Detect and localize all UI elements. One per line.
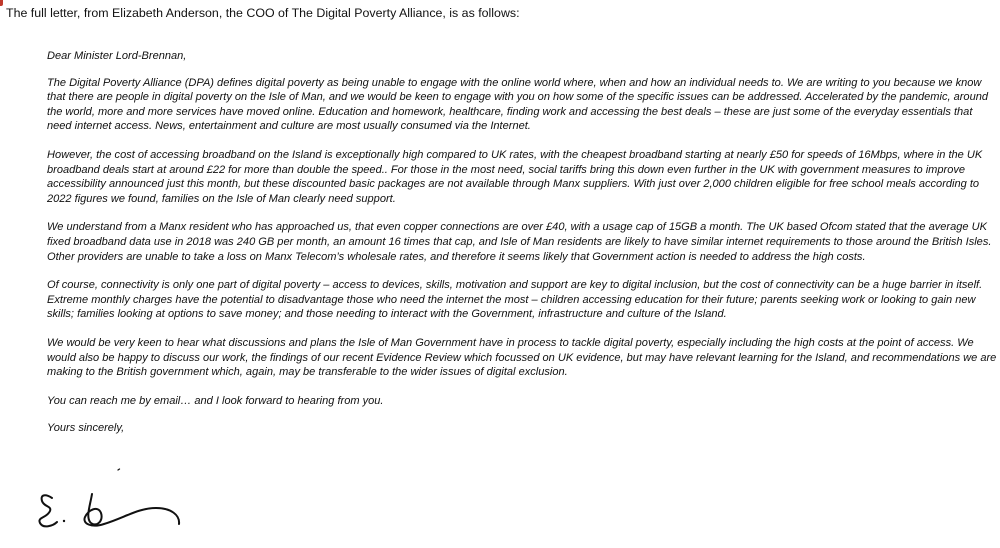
signature-image [28, 464, 208, 544]
salutation: Dear Minister Lord-Brennan, [47, 50, 187, 62]
paragraph-3: We understand from a Manx resident who has approached us, that even copper connections are over £40, with a usage cap of 15GB a month. The UK based Ofcom stated that the average UK fixed broadband data use in 2018 was 240 GB per month, an amount 16 times that cap, and Isle of Man residents are likely to have similar internet requirements to those around the British Isles. Other providers are unable to take a loss on Manx Telecom’s wholesale rates, and therefore it seems likely that Government action is needed to address the high costs. [47, 221, 992, 263]
paragraph-4: Of course, connectivity is only one part of digital poverty – access to devices, skills, motivation and support are key to digital inclusion, but the cost of connectivity can be a huge barrier in itself. Extreme monthly charges have the potential to disadvantage those who need the internet the most – children accessing education for their future; parents seeking work or looking to gain new skills; families looking at options to save money; and those needing to interact with the Government, infrastructure and culture of the Island. [47, 279, 983, 321]
closing: Yours sincerely, [47, 422, 125, 435]
paragraph-1: The Digital Poverty Alliance (DPA) defines digital poverty as being unable to engage with the online world where, when and how an individual needs to. We are writing to you because we know that there are people in digital poverty on the Isle of Man, and we would be keen to engage with you on how some of the specific issues can be addressed. Accelerated by the pandemic, around the world, more and more services have moved online. Education and homework, healthcare, finding work and accessing the best deals – these are just some of the everyday essentials that need internet access. News, entertainment and culture are most usually consumed via the Internet. [47, 76, 989, 133]
paragraph-2: However, the cost of accessing broadband on the Island is exceptionally high compared to UK rates, with the cheapest broadband starting at nearly £50 for speeds of 16Mbps, where in the UK broadband deals start at around £22 for more than double the speed.. For those in the most need, social tariffs bring this down even further in the UK with government measures to improve accessibility announced just this month, but these discounted basic packages are not available through Manx suppliers. With just over 2,000 children eligible for free school meals according to 2022 figures we found, families on the Isle of Man clearly need support. [47, 148, 983, 205]
letter-body [47, 49, 999, 436]
intro-text: The full letter, from Elizabeth Anderson, the COO of The Digital Poverty Alliance, is as follows: [6, 6, 520, 20]
paragraph-5: We would be very keen to hear what discussions and plans the Isle of Man Government have in process to tackle digital poverty, especially including the high costs at the point of access. We would also be happy to discuss our work, the findings of our recent Evidence Review which focussed on UK evidence, but may have relevant learning for the Island, and recommendations we are making to the British government which, again, may be transferable to the wider issues of digital exclusion. [47, 336, 997, 379]
reach-line: You can reach me by email… and I look forward to hearing from you. [47, 394, 384, 407]
edge-mark [0, 0, 3, 6]
